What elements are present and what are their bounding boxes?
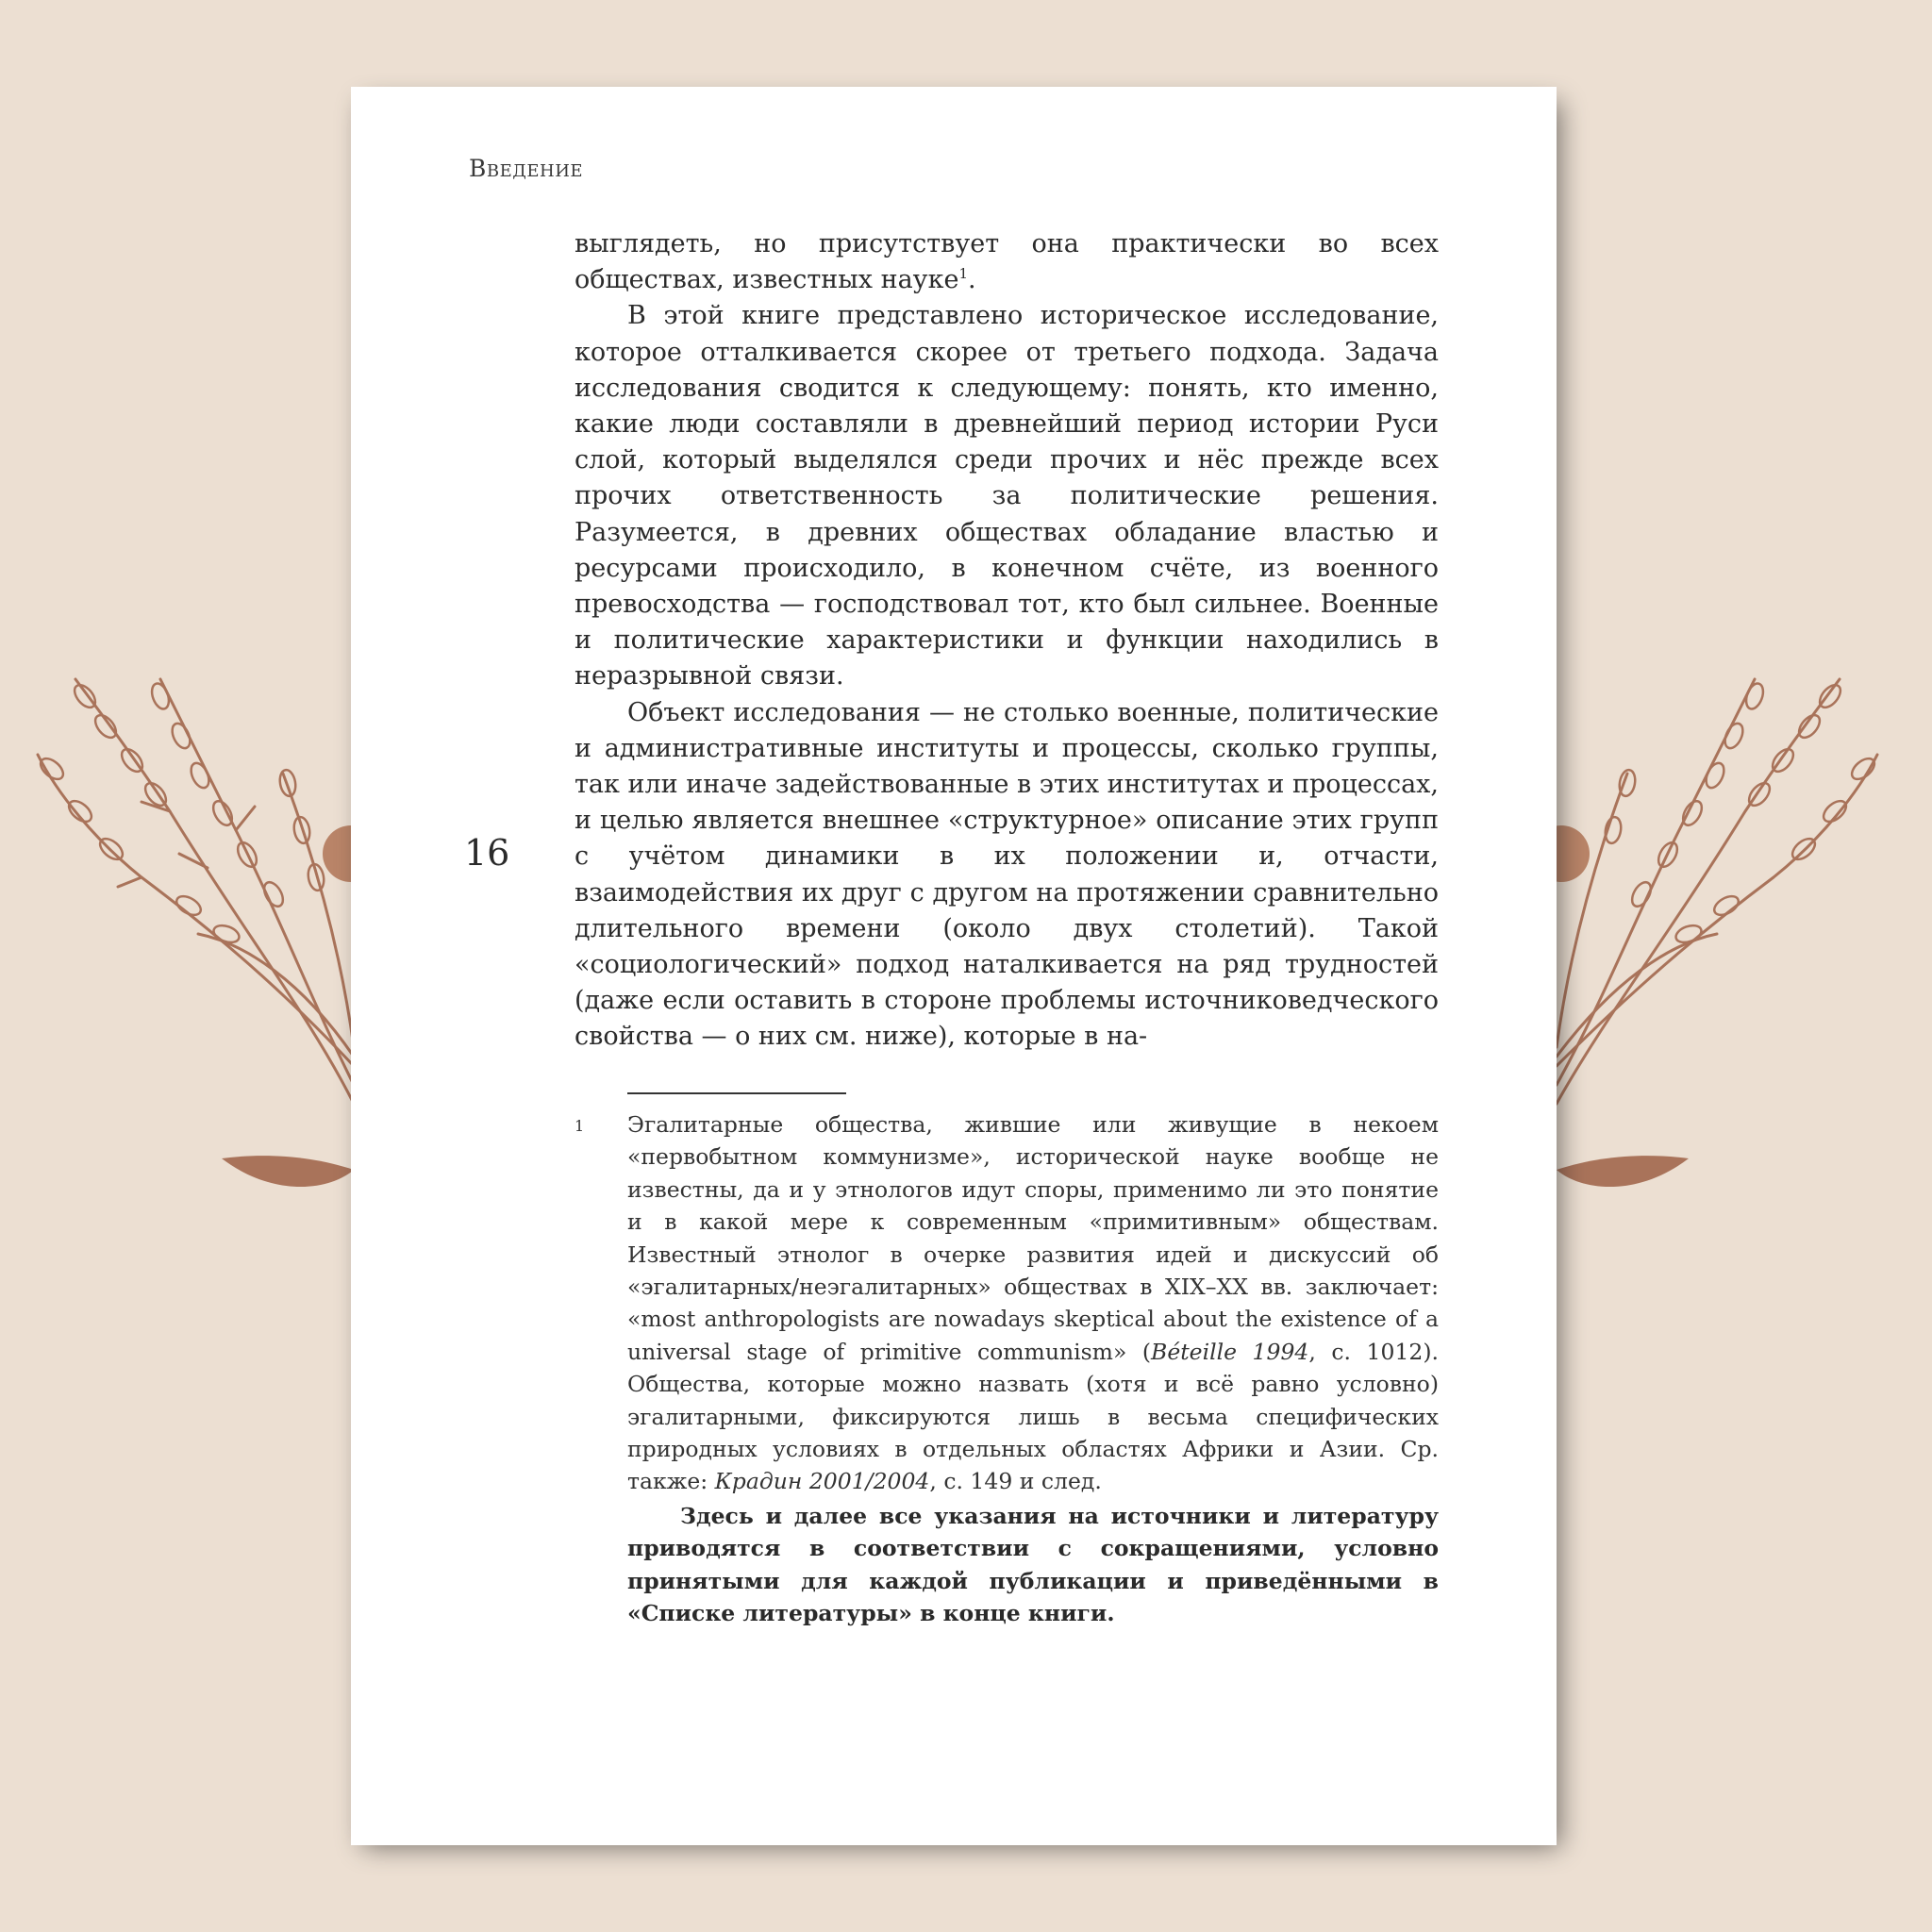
footnote-body [627, 1108, 1439, 1630]
footnote-separator [627, 1092, 846, 1094]
citation-kradin: Крадин 2001/2004 [714, 1468, 930, 1495]
main-text [575, 226, 1439, 1056]
page-number: 16 [464, 832, 510, 874]
paragraph-2: В этой книге представлено историческое исследование, которое отталкивается скорее от третьего подхода. Задача исследования сводится к следующему: понять, кто именно, какие люди составляли в древнейший период истории Руси слой, который выделялся среди прочих и нёс прежде всех прочих ответственность за политические решения. Разумеется, в древних обществах обладание властью и ресурсами происходило, в конечном счёте, из военного превосходства — господствовал тот, кто был сильнее. Военные и политические характеристики и функции находились в неразрывной связи. [575, 301, 1439, 691]
paragraph-1: выглядеть, но присутствует она практически во всех обществах, известных науке$^1$. [575, 229, 1439, 295]
paragraph-3: Объект исследования — не столько военные, политические и административные институты и процессы, сколько группы, так или иначе задействованные в этих институтах и процессах, и целью является внешнее «структурное» описание этих групп с учётом динамики в их положении и, отчасти, взаимодействия их друг с другом на протяжении сравнительно длительного времени (около двух столетий). Такой «социологический» подход наталкивается на ряд трудностей (даже если оставить в стороне проблемы источниковедческого свойства — о них см. ниже), которые в на- [575, 697, 1439, 1052]
footnote-bold-note: Здесь и далее все указания на источники и литературу приводятся в соответствии с сокращениями, условно принятыми для каждой публикации и приведёнными в «Списке литературы» в конце книги. [627, 1502, 1439, 1627]
right-leaf-icon [1557, 1156, 1689, 1187]
citation-beteille: Béteille 1994 [1151, 1338, 1309, 1365]
left-leaf-icon [222, 1156, 354, 1187]
footnote-text: Эгалитарные общества, жившие или живущие в некоем «первобытном коммунизме», исторической науке вообще не известны, да и у этнологов идут споры, применимо ли это понятие и в какой мере к современным «примитивным» обществам. Известный этнолог в очерке развития идей и дискуссий об «эгалитарных/неэгалитарных» обществах в XIX–XX вв. заключает: «most anthropologists are nowadays skeptical about the existence of a universal stage of primitive communism» (Béteille 1994, с. 1012). Общества, которые можно назвать (хотя и всё равно условно) эгалитарными, фиксируются лишь в весьма специфических природных условиях в отдельных областях Африки и Азии. Ср. также: Крадин 2001/2004, с. 149 и след. [627, 1111, 1439, 1495]
running-head: Введение [469, 155, 584, 182]
left-willow-branch-icon [38, 679, 354, 1104]
footnote-1 [575, 1108, 1439, 1630]
footnote-mark: 1 [575, 1117, 585, 1135]
footnote-reference[interactable]: 1 [958, 265, 968, 283]
right-willow-branch-icon [1557, 679, 1877, 1104]
book-page [351, 87, 1557, 1845]
